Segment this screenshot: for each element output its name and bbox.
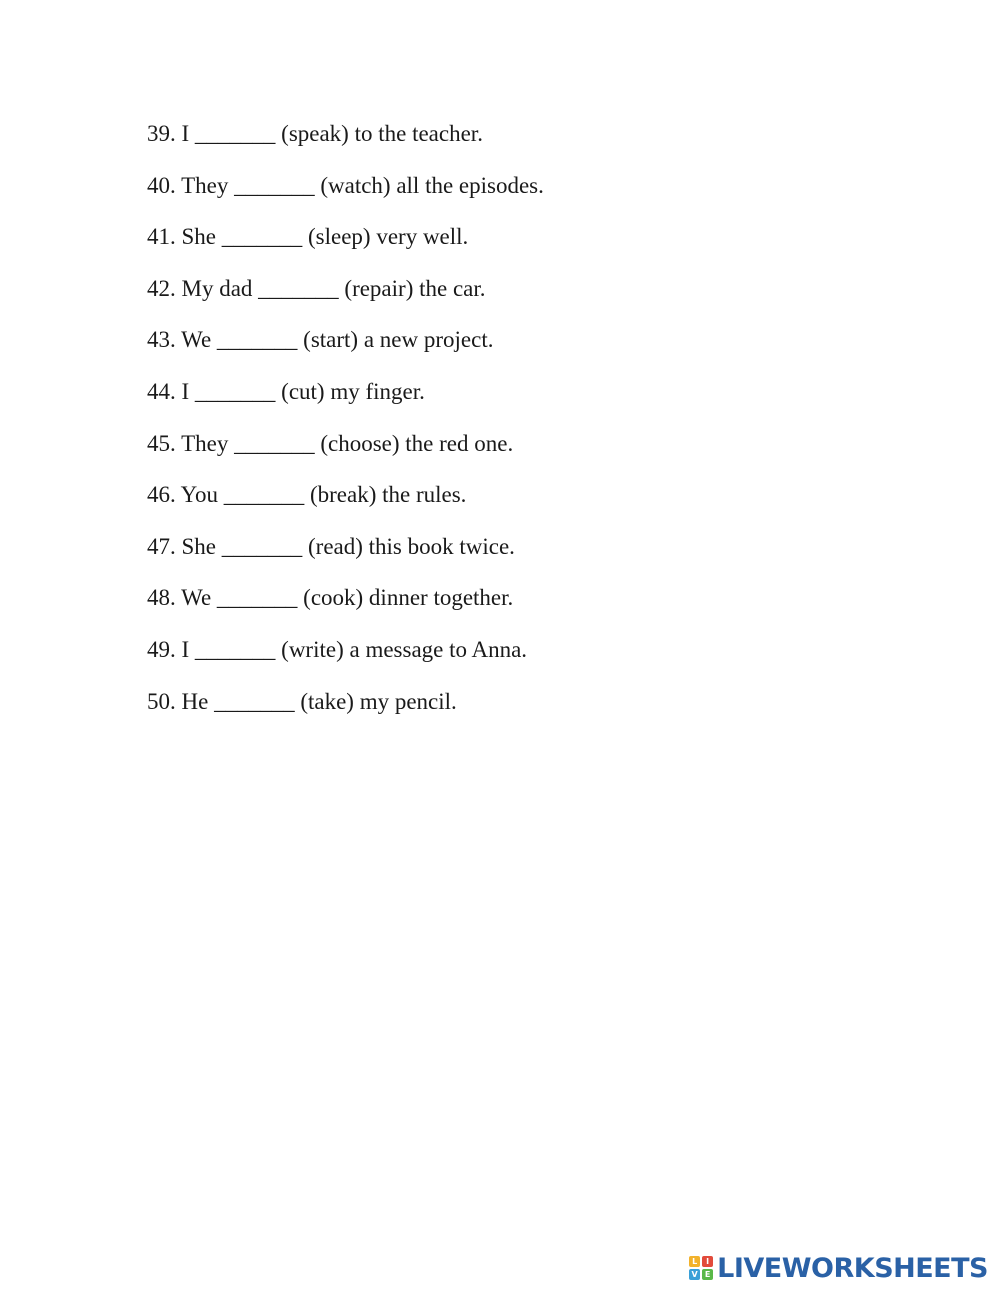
exercise-item-44: 44. I _______ (cut) my finger. <box>147 378 425 404</box>
liveworksheets-brand <box>689 1252 988 1284</box>
exercise-item-43: 43. We _______ (start) a new project. <box>147 327 494 353</box>
exercise-item-41: 41. She _______ (sleep) very well. <box>147 224 469 250</box>
logo-cell-v: V <box>689 1269 700 1280</box>
exercise-item-45: 45. They _______ (choose) the red one. <box>147 430 514 456</box>
logo-cell-i: I <box>702 1256 713 1267</box>
exercise-list <box>147 117 544 736</box>
exercise-item-49: 49. I _______ (write) a message to Anna. <box>147 636 528 662</box>
exercise-item-47: 47. She _______ (read) this book twice. <box>147 533 515 559</box>
liveworksheets-logo-icon <box>689 1256 713 1280</box>
exercise-item-42: 42. My dad _______ (repair) the car. <box>147 275 486 301</box>
liveworksheets-wordmark: LIVEWORKSHEETS <box>717 1252 988 1284</box>
exercise-item-46: 46. You _______ (break) the rules. <box>147 482 467 508</box>
exercise-item-40: 40. They _______ (watch) all the episodes. <box>147 172 544 198</box>
logo-cell-l: L <box>689 1256 700 1267</box>
exercise-item-39: 39. I _______ (speak) to the teacher. <box>147 121 483 146</box>
logo-cell-e: E <box>702 1269 713 1280</box>
exercise-item-48: 48. We _______ (cook) dinner together. <box>147 585 514 611</box>
exercise-item-50: 50. He _______ (take) my pencil. <box>147 688 457 714</box>
